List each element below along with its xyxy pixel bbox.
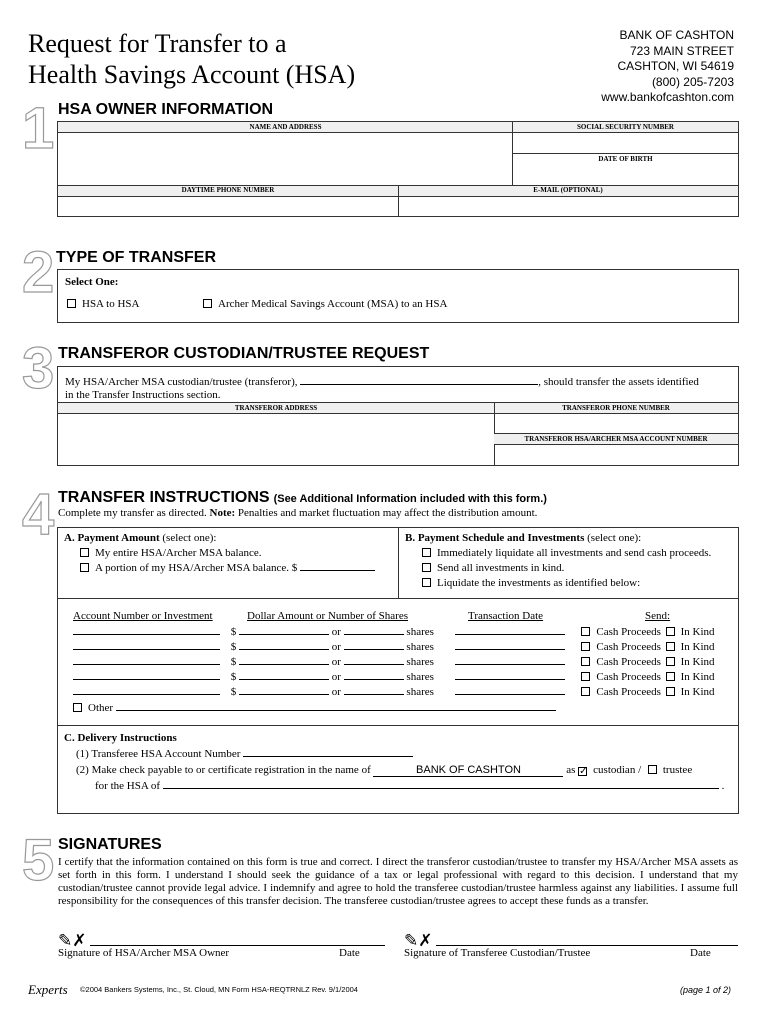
section-4-note: (See Additional Information included with this form.) (273, 493, 547, 505)
delivery-account-label: (1) Transferee HSA Account Number (76, 748, 241, 760)
shares-field[interactable] (344, 694, 404, 695)
section-4-heading-row (58, 489, 547, 507)
or-label: or (331, 641, 341, 653)
phone-field[interactable] (58, 197, 397, 215)
portion-balance-label: A portion of my HSA/Archer MSA balance. $ (95, 562, 298, 574)
pencil-x-icon: ✎✗ (404, 931, 433, 951)
owner-signature-label: Signature of HSA/Archer MSA Owner (58, 947, 230, 959)
shares-label: shares (406, 671, 434, 683)
shares-label: shares (406, 641, 434, 653)
section-4-intro (58, 507, 537, 519)
phone-label: DAYTIME PHONE NUMBER (181, 186, 275, 194)
section-number-5: 5 (22, 828, 55, 893)
dob-field[interactable] (513, 164, 738, 184)
amount-field[interactable] (239, 694, 329, 695)
checkbox-icon[interactable] (666, 672, 675, 681)
transferor-account-field[interactable] (495, 445, 738, 465)
trustee-signature-label: Signature of Transferee Custodian/Trustee (404, 947, 591, 959)
custodian-checkbox-icon[interactable]: ✓ (579, 766, 588, 777)
amount-field[interactable] (239, 634, 329, 635)
other-field[interactable] (116, 710, 556, 711)
account-field[interactable] (73, 694, 220, 695)
email-label: E-MAIL (OPTIONAL) (533, 186, 603, 194)
in-kind-label: In Kind (680, 686, 715, 698)
hsa-of-row: for the HSA of . (95, 780, 725, 792)
in-kind-label: In Kind (680, 671, 715, 683)
shares-label: shares (406, 656, 434, 668)
section-number-3: 3 (22, 336, 55, 401)
experts-logo: Experts (28, 982, 68, 997)
checkbox-icon[interactable] (422, 578, 431, 587)
ssn-label: SOCIAL SECURITY NUMBER (577, 123, 674, 131)
or-label: or (331, 626, 341, 638)
transfer-type-box (57, 269, 739, 323)
pencil-x-icon: ✎✗ (58, 931, 87, 951)
trustee-date-label: Date (690, 947, 711, 959)
send-in-kind-label: Send all investments in kind. (437, 562, 565, 574)
col-account-header: Account Number or Investment (73, 610, 213, 622)
name-address-field[interactable] (58, 133, 512, 185)
intro-text-b: Penalties and market fluctuation may affect the distribution amount. (237, 507, 538, 519)
checkbox-icon[interactable] (80, 563, 89, 572)
shares-field[interactable] (344, 664, 404, 665)
section-number-2: 2 (22, 240, 55, 305)
cash-proceeds-label: Cash Proceeds (596, 626, 661, 638)
cash-proceeds-label: Cash Proceeds (596, 686, 661, 698)
payment-schedule-heading: B. Payment Schedule and Investments (405, 532, 585, 544)
checkbox-icon[interactable] (422, 563, 431, 572)
checkbox-icon[interactable] (581, 672, 590, 681)
bank-info (601, 28, 734, 106)
owner-date-label: Date (339, 947, 360, 959)
or-label: or (331, 671, 341, 683)
page-number: (page 1 of 2) (680, 985, 732, 995)
ssn-field[interactable] (513, 133, 738, 153)
checkbox-icon[interactable] (80, 548, 89, 557)
transferor-text-a: My HSA/Archer MSA custodian/trustee (transferor), (65, 376, 298, 388)
checkbox-icon[interactable] (666, 687, 675, 696)
cash-proceeds-label: Cash Proceeds (596, 656, 661, 668)
checkbox-icon[interactable] (581, 687, 590, 696)
hsa-owner-name-field[interactable] (163, 788, 719, 789)
investment-row (73, 671, 715, 683)
shares-field[interactable] (344, 634, 404, 635)
section-number-4: 4 (22, 482, 55, 547)
payment-amount-select: (select one): (162, 532, 217, 544)
email-field[interactable] (399, 197, 738, 215)
payment-schedule-select: (select one): (587, 532, 642, 544)
bank-name: BANK OF CASHTON (619, 28, 734, 42)
send-in-kind-option[interactable] (422, 562, 564, 574)
hsa-to-hsa-label: HSA to HSA (82, 298, 140, 310)
hsa-to-hsa-option[interactable] (67, 298, 139, 310)
transferor-address-label: TRANSFEROR ADDRESS (234, 404, 318, 412)
owner-info-box (57, 121, 739, 217)
portion-balance-option[interactable] (80, 562, 375, 574)
trustee-label: trustee (662, 764, 693, 776)
dollar-sign: $ (230, 671, 237, 683)
liquidate-identified-option[interactable] (422, 577, 640, 589)
portion-amount-field[interactable] (300, 570, 375, 571)
transferor-text-b: , should transfer the assets identified (538, 376, 699, 388)
trustee-checkbox-icon[interactable] (648, 765, 657, 774)
or-label: or (331, 656, 341, 668)
amount-field[interactable] (239, 649, 329, 650)
account-field[interactable] (73, 664, 220, 665)
msa-to-hsa-option[interactable] (203, 298, 447, 310)
section-1-heading: HSA OWNER INFORMATION (58, 101, 274, 118)
checkbox-icon[interactable] (73, 703, 82, 712)
title-line-1: Request for Transfer to a (28, 29, 287, 58)
entire-balance-label: My entire HSA/Archer MSA balance. (95, 547, 262, 559)
checkbox-icon[interactable] (581, 642, 590, 651)
cash-proceeds-label: Cash Proceeds (596, 671, 661, 683)
section-3-heading: TRANSFEROR CUSTODIAN/TRUSTEE REQUEST (58, 345, 430, 362)
or-label: or (331, 686, 341, 698)
payment-amount-heading: A. Payment Amount (64, 532, 160, 544)
in-kind-label: In Kind (680, 641, 715, 653)
date-field[interactable] (455, 664, 565, 665)
name-address-label: NAME AND ADDRESS (249, 123, 322, 131)
bank-city: CASHTON, WI 54619 (617, 59, 734, 73)
shares-label: shares (406, 626, 434, 638)
checkbox-icon[interactable] (666, 642, 675, 651)
shares-field[interactable] (344, 679, 404, 680)
liquidate-all-label: Immediately liquidate all investments and send cash proceeds. (437, 547, 712, 559)
section-5-heading: SIGNATURES (58, 836, 162, 853)
cash-proceeds-label: Cash Proceeds (596, 641, 661, 653)
in-kind-label: In Kind (680, 656, 715, 668)
dollar-sign: $ (230, 656, 237, 668)
delivery-heading: C. Delivery Instructions (64, 732, 177, 744)
bank-web: www.bankofcashton.com (601, 90, 734, 104)
checkbox-icon[interactable] (67, 299, 76, 308)
bank-street: 723 MAIN STREET (629, 43, 734, 58)
entire-balance-option[interactable] (80, 547, 262, 559)
bank-phone: (800) 205-7203 (651, 74, 734, 89)
title-line-2: Health Savings Account (HSA) (28, 60, 356, 89)
custodian-label: custodian / (593, 764, 642, 776)
delivery-payable-row (76, 764, 692, 777)
checkbox-icon[interactable] (422, 548, 431, 557)
other-option[interactable] (73, 702, 556, 714)
date-field[interactable] (455, 634, 565, 635)
liquidate-all-option[interactable] (422, 547, 711, 559)
delivery-account-row (76, 748, 413, 760)
date-field[interactable] (455, 649, 565, 650)
as-label: as (566, 764, 576, 776)
owner-signature-line[interactable] (90, 945, 385, 946)
transferor-request-line (65, 376, 699, 388)
intro-text-a: Complete my transfer as directed. (58, 507, 207, 519)
checkbox-icon[interactable] (203, 299, 212, 308)
select-one-label: Select One: (65, 276, 119, 288)
payable-label: (2) Make check payable to or certificate registration in the name of (76, 764, 371, 776)
transferor-phone-label: TRANSFEROR PHONE NUMBER (562, 404, 670, 412)
amount-field[interactable] (239, 664, 329, 665)
transferor-name-field[interactable] (300, 384, 538, 385)
transferor-box (57, 366, 739, 466)
amount-field[interactable] (239, 679, 329, 680)
checkbox-icon[interactable] (666, 657, 675, 666)
investment-row (73, 641, 715, 653)
dollar-sign: $ (230, 641, 237, 653)
checkbox-icon[interactable] (666, 627, 675, 636)
copyright-text: ©2004 Bankers Systems, Inc., St. Cloud, MN Form HSA-REQTRNLZ Rev. 9/1/2004 (80, 985, 358, 994)
col-amount-header: Dollar Amount or Number of Shares (247, 610, 408, 622)
liquidate-identified-label: Liquidate the investments as identified below: (437, 577, 641, 589)
dollar-sign: $ (230, 626, 237, 638)
certification-text: I certify that the information contained on this form is true and correct. I direct the transferor custodian/trustee to transfer my HSA/Archer MSA assets as set forth in this form. I understand I should seek the guidance of a tax or legal professional with regard to this decision. I understand that my custodian/trustee cannot provide legal advice. I indemnify and agree to hold the transferee custodian/trustee harmless against any liabilities. I assume full responsibility for the consequences of this transfer decision. The transferee custodian/trustee agrees to accept these funds as a transfer. (58, 856, 738, 907)
checkbox-icon[interactable] (581, 657, 590, 666)
date-field[interactable] (455, 679, 565, 680)
form-title (28, 28, 355, 90)
investment-row (73, 656, 715, 668)
investment-row (73, 626, 715, 638)
transferor-address-field[interactable] (58, 413, 493, 465)
in-kind-label: In Kind (680, 626, 715, 638)
account-field[interactable] (73, 649, 220, 650)
transfer-instructions-box (57, 527, 739, 814)
msa-to-hsa-label: Archer Medical Savings Account (MSA) to an HSA (218, 298, 448, 310)
other-label: Other (88, 702, 114, 714)
transferor-account-label: TRANSFEROR HSA/ARCHER MSA ACCOUNT NUMBER (524, 435, 708, 443)
section-2-heading: TYPE OF TRANSFER (56, 249, 217, 266)
trustee-signature-line[interactable] (436, 945, 738, 946)
shares-field[interactable] (344, 649, 404, 650)
payable-name-field[interactable]: BANK OF CASHTON (373, 764, 563, 777)
account-field[interactable] (73, 634, 220, 635)
transferor-phone-field[interactable] (495, 413, 738, 433)
section-4-heading: TRANSFER INSTRUCTIONS (58, 489, 270, 506)
hsa-of-label: for the HSA of (95, 780, 161, 792)
dob-label: DATE OF BIRTH (598, 155, 653, 163)
shares-label: shares (406, 686, 434, 698)
checkbox-icon[interactable] (581, 627, 590, 636)
section-number-1: 1 (22, 96, 55, 161)
transferor-text-c: in the Transfer Instructions section. (65, 389, 221, 401)
date-field[interactable] (455, 694, 565, 695)
account-field[interactable] (73, 679, 220, 680)
dollar-sign: $ (230, 686, 237, 698)
investment-row (73, 686, 715, 698)
col-send-header: Send: (645, 610, 671, 622)
intro-note-label: Note: (209, 507, 236, 519)
col-date-header: Transaction Date (468, 610, 544, 622)
transferee-account-field[interactable] (243, 756, 413, 757)
